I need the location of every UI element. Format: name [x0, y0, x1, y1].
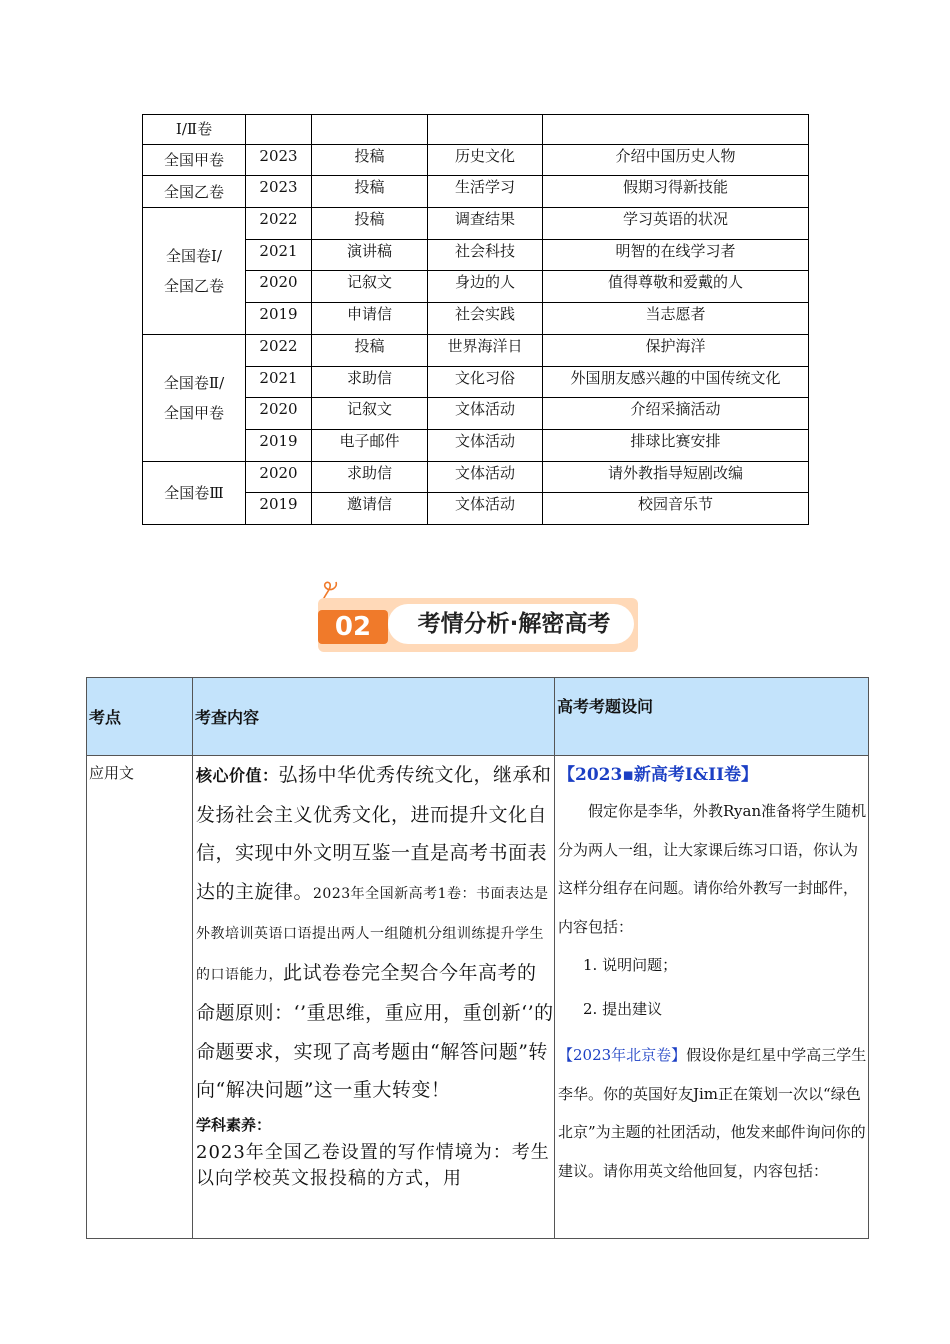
year-cell: 2019 [246, 303, 312, 335]
header-cell: 考查内容 [193, 678, 555, 756]
paper-cell: 全国甲卷 [143, 144, 246, 176]
task-cell: 介绍中国历史人物 [543, 144, 809, 176]
task-cell: 当志愿者 [543, 303, 809, 335]
genre-cell: 投稿 [312, 144, 428, 176]
category-cell [87, 756, 193, 1239]
question-heading: 【2023▪新高考I&II卷】 [558, 765, 759, 785]
banner-bar [318, 598, 638, 652]
task-cell: 介绍采摘活动 [543, 398, 809, 430]
questions-cell [555, 756, 869, 1239]
list-text: 说明问题； [602, 956, 678, 974]
table-row [143, 461, 809, 493]
questions-text [555, 756, 868, 1238]
paper-line: 全国卷Ⅱ/ [163, 373, 225, 392]
exam-history-table [142, 114, 809, 525]
genre-cell: 电子邮件 [312, 429, 428, 461]
core-value-text: 弘扬中华优秀传统文化，继承和发扬社会主义优秀文化，进而提升文化自信，实现中外文明互鉴一直是高考书面表达的主旋律。 [196, 764, 552, 903]
year-cell: 2020 [246, 271, 312, 303]
topic-cell: 文体活动 [428, 493, 543, 525]
question-heading: 【2023年北京卷】 [558, 1046, 687, 1064]
question-paragraph: 假定你是李华，外教Ryan准备将学生随机分为两人一组，让大家课后练习口语，你认为这样分组存在问题。请你给外教写一封邮件，内容包括： [558, 802, 867, 936]
list-number: 1. [583, 956, 598, 974]
header-cell: 考点 [87, 678, 193, 756]
core-value-label: 核心价值： [196, 766, 279, 785]
paper-cell [143, 208, 246, 335]
genre-cell: 投稿 [312, 208, 428, 240]
topic-cell: 文化习俗 [428, 366, 543, 398]
table-row [87, 756, 869, 1239]
year-cell: 2020 [246, 398, 312, 430]
task-cell: 排球比赛安排 [543, 429, 809, 461]
table-row [143, 208, 809, 240]
topic-cell: 社会实践 [428, 303, 543, 335]
year-cell: 2019 [246, 429, 312, 461]
content-cell [193, 756, 555, 1239]
topic-cell: 文体活动 [428, 398, 543, 430]
topic-cell [428, 115, 543, 145]
year-cell: 2019 [246, 493, 312, 525]
topic-cell: 世界海洋日 [428, 334, 543, 366]
paper-line: 全国乙卷 [163, 276, 224, 295]
category-label: 应用文 [89, 764, 135, 782]
paper-cell: 全国卷Ⅲ [143, 461, 246, 524]
principle-text: 此试卷卷完全契合今年高考的命题原则：‘’重思维，重应用，重创新‘’的命题要求，实现了高考题由“解答问题”转向“解决问题”这一重大转变！ [196, 961, 554, 1101]
task-cell: 学习英语的状况 [543, 208, 809, 240]
year-cell: 2023 [246, 176, 312, 208]
topic-cell: 调查结果 [428, 208, 543, 240]
table-row [143, 176, 809, 208]
genre-cell: 求助信 [312, 366, 428, 398]
task-cell [543, 115, 809, 145]
list-text: 提出建议 [602, 1000, 663, 1018]
content-text [193, 756, 554, 1238]
paper-cell [143, 334, 246, 461]
list-number: 2. [583, 1000, 598, 1018]
paper-cell: 全国乙卷 [143, 176, 246, 208]
topic-cell: 文体活动 [428, 429, 543, 461]
literacy-text: 2023年全国乙卷设置的写作情境为：考生以向学校英文报投稿的方式，用 [196, 1141, 550, 1189]
year-cell: 2021 [246, 239, 312, 271]
genre-cell: 邀请信 [312, 493, 428, 525]
table-header-row [87, 678, 869, 756]
list-item [558, 946, 868, 984]
topic-cell: 历史文化 [428, 144, 543, 176]
table-row [143, 115, 809, 145]
task-cell: 外国朋友感兴趣的中国传统文化 [543, 366, 809, 398]
year-cell [246, 115, 312, 145]
question-paragraph [558, 1036, 868, 1190]
topic-cell: 身边的人 [428, 271, 543, 303]
task-cell: 明智的在线学习者 [543, 239, 809, 271]
task-cell: 保护海洋 [543, 334, 809, 366]
topic-cell: 生活学习 [428, 176, 543, 208]
section-number: 02 [318, 610, 388, 644]
genre-cell: 申请信 [312, 303, 428, 335]
genre-cell [312, 115, 428, 145]
list-item [558, 990, 868, 1028]
genre-cell: 求助信 [312, 461, 428, 493]
paper-cell: Ⅰ/Ⅱ卷 [143, 115, 246, 145]
genre-cell: 演讲稿 [312, 239, 428, 271]
analysis-table [86, 677, 869, 1239]
task-cell: 校园音乐节 [543, 493, 809, 525]
exam-note-text: 2023年全国新高考1卷：书面表达是外教培训英语口语提出两人一组随机分组训练提升学生的口语能力， [196, 885, 549, 983]
paper-line: 全国甲卷 [163, 403, 224, 422]
task-cell: 请外教指导短剧改编 [543, 461, 809, 493]
year-cell: 2022 [246, 334, 312, 366]
year-cell: 2020 [246, 461, 312, 493]
task-cell: 假期习得新技能 [543, 176, 809, 208]
section-banner [318, 580, 640, 656]
genre-cell: 投稿 [312, 176, 428, 208]
paper-line: 全国卷Ⅰ/ [166, 246, 222, 265]
topic-cell: 社会科技 [428, 239, 543, 271]
table-row [143, 334, 809, 366]
table-row [143, 144, 809, 176]
topic-cell: 文体活动 [428, 461, 543, 493]
genre-cell: 记叙文 [312, 271, 428, 303]
header-cell: 高考考题设问 [555, 678, 869, 756]
genre-cell: 记叙文 [312, 398, 428, 430]
year-cell: 2022 [246, 208, 312, 240]
genre-cell: 投稿 [312, 334, 428, 366]
core-value-paragraph [196, 756, 554, 1110]
year-cell: 2023 [246, 144, 312, 176]
year-cell: 2021 [246, 366, 312, 398]
task-cell: 值得尊敬和爱戴的人 [543, 271, 809, 303]
section-title: 考情分析·解密高考 [417, 611, 611, 637]
literacy-label: 学科素养： [196, 1115, 272, 1134]
question-text: 假设你是红星中学高三学生李华。你的英国好友Jim正在策划一次以“绿色北京”为主题的社团活动，他发来邮件询问你的建议。请你用英文给他回复，内容包括： [558, 1046, 867, 1180]
